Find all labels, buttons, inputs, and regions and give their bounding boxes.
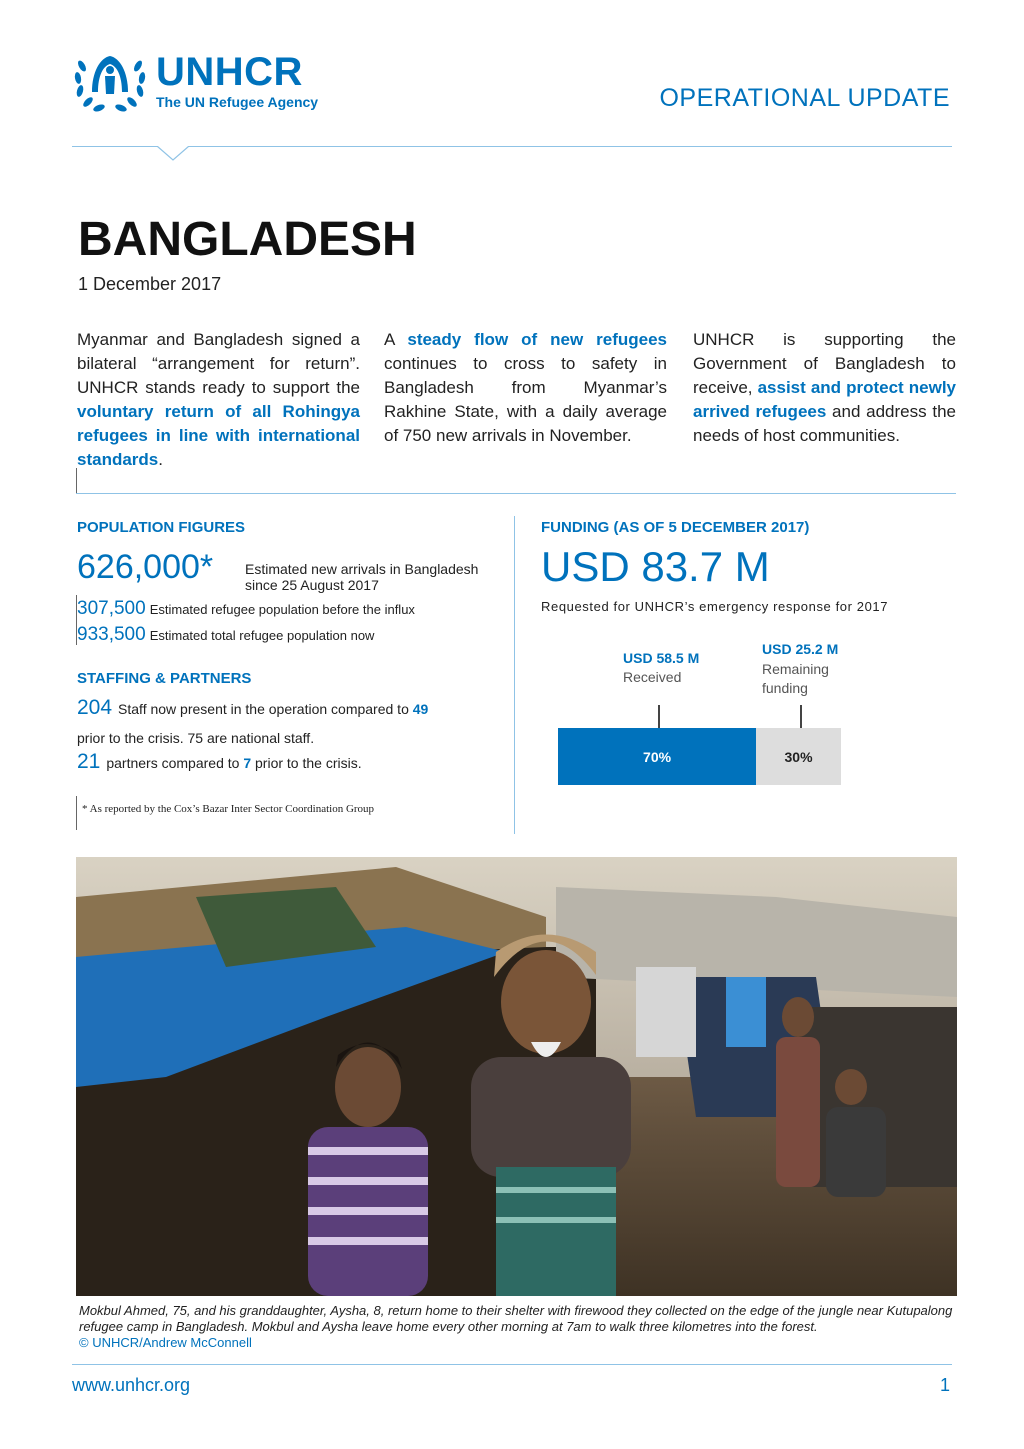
intro-highlight: voluntary return of all Rohingya refugees in line with international standards [77,402,360,469]
population-value: 307,500 [77,598,146,619]
population-heading: POPULATION FIGURES [77,519,246,536]
org-subtitle: The UN Refugee Agency [156,94,319,110]
divider-tick [76,796,77,830]
intro-column-2 [384,328,667,448]
intro-highlight: assist and protect newly arrived refugees [693,378,957,421]
photo-illustration [76,857,957,1296]
intro-highlight: steady flow of new refugees [407,330,667,349]
funding-remaining-amount: USD 25.2 M [762,641,839,657]
photo-caption: Mokbul Ahmed, 75, and his granddaughter, Aysha, 8, return home to their shelter with firewood they collected on the edge of the jungle near Kutupalong refugee camp in Bangladesh. Mokbul and Aysha leave home every other morning at 7am to walk three kilometres into the forest. [79,1303,953,1334]
new-arrivals-desc: Estimated new arrivals in Bangladesh since 25 August 2017 [245,561,479,593]
footer-divider [72,1364,952,1365]
page-title: BANGLADESH [78,213,417,266]
intro-text: Myanmar and Bangladesh signed a bilateral “arrangement for return”. UNHCR stands ready to support the [77,330,360,397]
funding-received-label: Received [623,669,682,685]
intro-text: A [384,330,408,349]
population-value: 933,500 [77,624,146,645]
org-name: UNHCR [156,50,303,94]
staff-prior-value: 49 [412,701,429,717]
source-footnote: * As reported by the Cox’s Bazar Inter Sector Coordination Group [82,803,375,815]
publication-date: 1 December 2017 [78,274,222,294]
partners-text-end: prior to the crisis. [255,755,362,771]
new-arrivals-value: 626,000* [77,548,214,586]
intro-column-1 [77,328,360,472]
population-desc: Estimated total refugee population now [149,628,375,643]
population-row [77,624,374,646]
staffing-heading: STAFFING & PARTNERS [77,670,252,687]
divider-tick [76,468,77,494]
population-desc: Estimated refugee population before the influx [149,602,415,617]
staff-national-text: prior to the crisis. 75 are national staff. [77,730,315,746]
column-divider [514,516,515,834]
staff-value: 204 [77,696,113,719]
intro-text: and address the needs of host communities. [693,402,956,445]
website-link[interactable]: www.unhcr.org [72,1375,191,1395]
intro-text: continues to cross to safety in Bangladesh from Myanmar’s Rakhine State, with a daily average of 750 new arrivals in November. [384,354,667,445]
unhcr-emblem-icon [72,48,148,112]
refugee-camp-photo [76,857,957,1296]
partners-count-line [77,750,362,774]
funding-received-segment: 70% [558,728,756,785]
intro-divider [76,493,956,494]
doc-type-label: OPERATIONAL UPDATE [659,84,950,112]
funding-desc: Requested for UNHCR’s emergency response for 2017 [541,599,889,614]
funding-progress-bar [558,728,841,785]
intro-text: . [158,450,163,469]
page-number: 1 [940,1375,951,1395]
partners-text: partners compared to [106,755,240,771]
funding-remaining-segment: 30% [756,728,841,785]
photo-credit: © UNHCR/Andrew McConnell [79,1335,252,1350]
staff-text: Staff now present in the operation compared to [118,701,409,717]
funding-remaining-label: Remaining funding [762,661,829,696]
unhcr-logo[interactable] [72,48,342,112]
funding-total: USD 83.7 M [541,543,770,590]
partners-value: 21 [77,750,101,773]
header-divider [72,146,952,147]
funding-received-amount: USD 58.5 M [623,650,700,666]
staff-count-line [77,696,428,720]
partners-prior-value: 7 [243,755,252,771]
funding-heading: FUNDING (AS OF 5 DECEMBER 2017) [541,519,810,536]
chevron-down-icon [156,146,190,162]
population-row [77,598,415,620]
intro-text: UNHCR is supporting the Government of Bangladesh to receive, [693,330,956,397]
intro-column-3 [693,328,956,448]
